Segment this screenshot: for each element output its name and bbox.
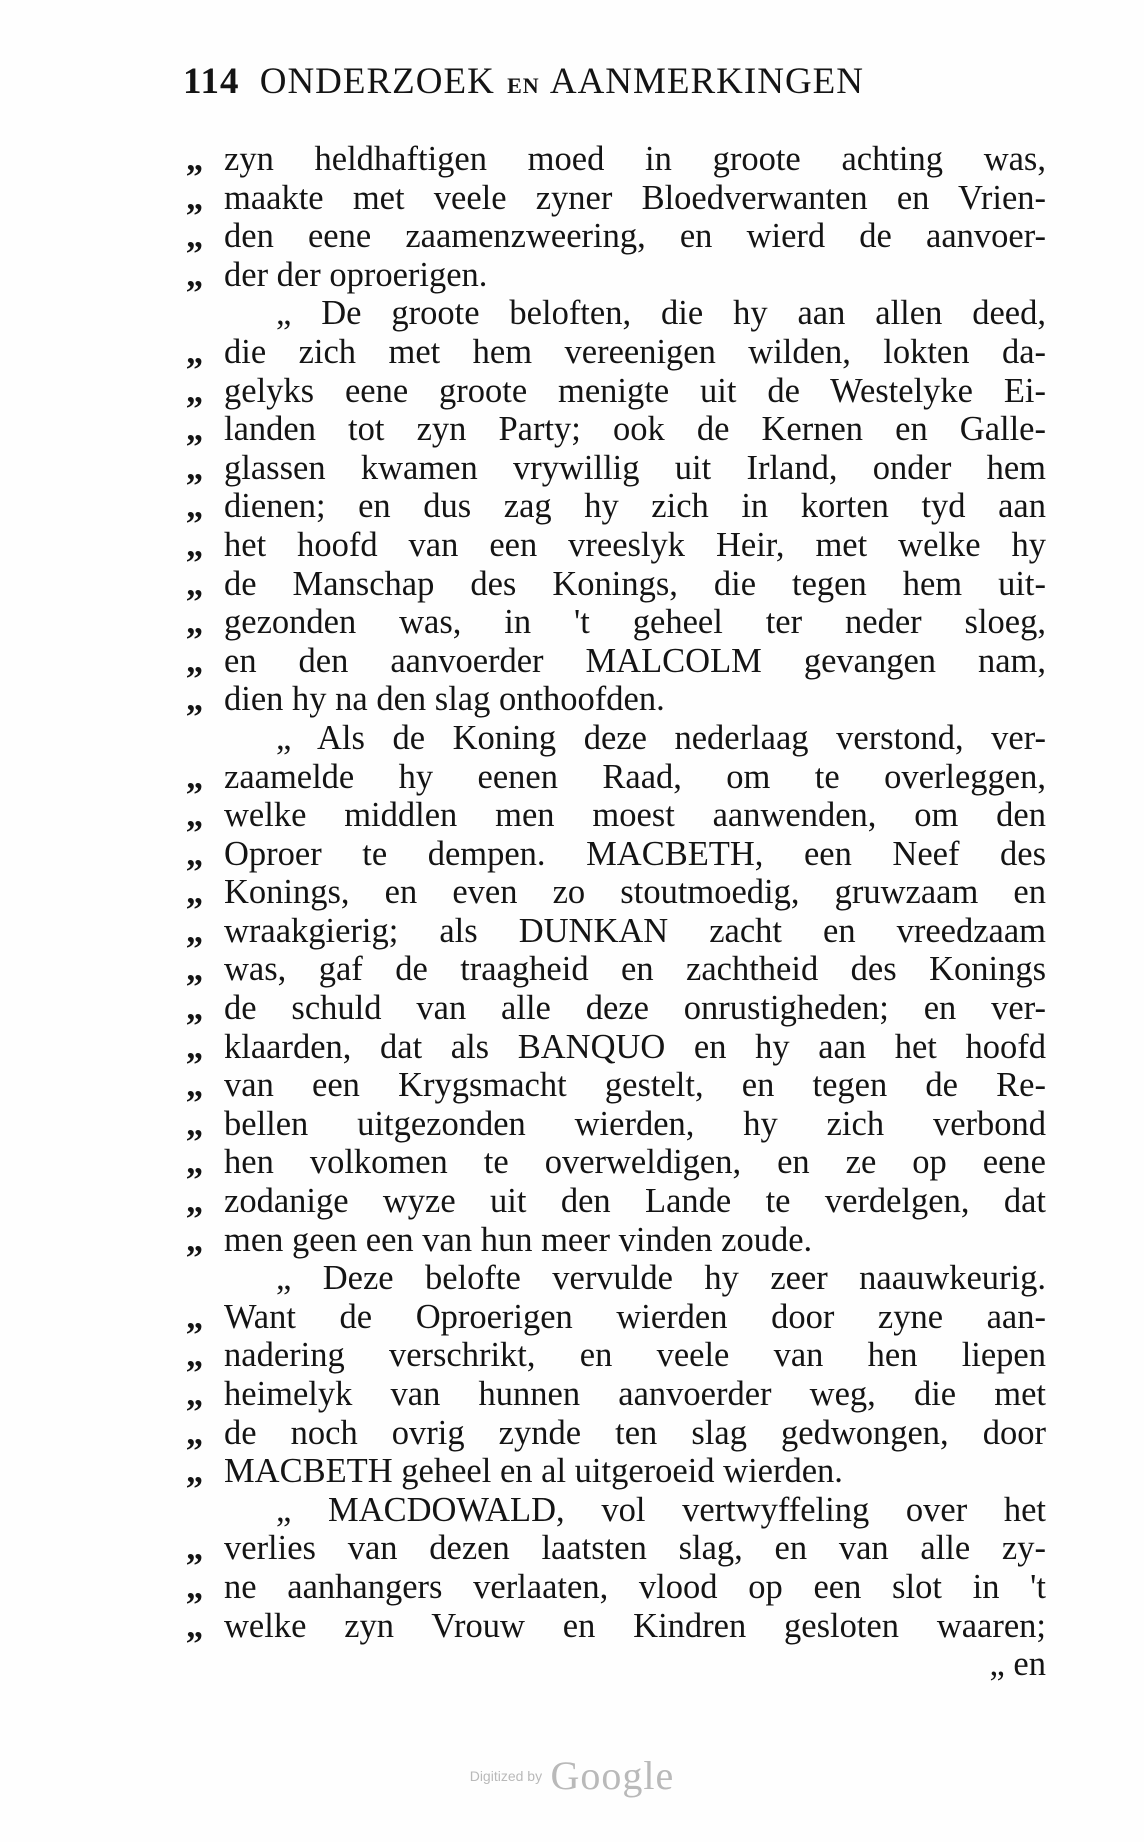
quote-mark: „ [186, 641, 204, 680]
line-text: heimelyk van hunnen aanvoerder weg, die met [224, 1375, 1046, 1413]
quote-mark: „ [186, 989, 204, 1028]
quote-mark: „ [186, 1452, 204, 1491]
quote-mark: „ [186, 178, 204, 217]
quote-mark: „ [186, 255, 204, 294]
line-text: en den aanvoerder MALCOLM gevangen nam, [224, 641, 1046, 680]
text-line [186, 989, 1046, 1028]
line-text: den eene zaamenzweering, en wierd de aanvoer- [224, 217, 1046, 256]
quote-mark: „ [186, 1182, 204, 1221]
digitized-by-label: Digitized by [469, 1767, 543, 1784]
quote-mark: „ [186, 217, 204, 256]
line-text: de Manschap des Konings, die tegen hem uit- [224, 564, 1046, 603]
line-text: landen tot zyn Party; ook de Kernen en Galle- [224, 410, 1046, 449]
line-text: gezonden was, in 't geheel ter neder sloeg, [224, 603, 1046, 642]
text-line [186, 217, 1046, 256]
quote-mark: „ [186, 1606, 204, 1645]
quote-mark: „ [186, 911, 204, 950]
text-line [186, 526, 1046, 565]
text-line [186, 1607, 1046, 1646]
header-title-right: AANMERKINGEN [549, 61, 864, 102]
quote-mark: „ [186, 1567, 204, 1606]
quote-mark: „ [186, 487, 204, 526]
quote-mark: „ [186, 1413, 204, 1452]
text-line [186, 1066, 1046, 1105]
text-line [186, 642, 1046, 681]
quote-mark: „ [186, 834, 204, 873]
line-text: klaarden, dat als BANQUO en hy aan het hoofd [224, 1027, 1046, 1066]
quote-mark: „ [186, 603, 204, 642]
quote-mark: „ [186, 796, 204, 835]
body-text [186, 140, 1046, 1684]
quote-mark [186, 294, 224, 333]
line-text: die zich met hem vereenigen wilden, lokten da- [224, 332, 1046, 371]
text-line [186, 333, 1046, 372]
text-line [186, 1414, 1046, 1453]
line-text: zaamelde hy eenen Raad, om te overleggen, [224, 757, 1046, 796]
line-text: was, gaf de traagheid en zachtheid des Konings [224, 950, 1046, 989]
line-text: bellen uitgezonden wierden, hy zich verbond [224, 1104, 1046, 1143]
quote-mark: „ [186, 525, 204, 564]
text-line [186, 680, 1046, 719]
text-line [186, 1529, 1046, 1568]
text-line [186, 603, 1046, 642]
text-line [186, 1143, 1046, 1182]
page-number: 114 [183, 61, 240, 102]
line-text: hen volkomen te overweldigen, en ze op eene [224, 1143, 1046, 1182]
line-text: gelyks eene groote menigte uit de Westelyke Ei- [224, 371, 1046, 410]
quote-mark: „ [186, 140, 204, 178]
header-title-mid: EN [507, 73, 540, 98]
quote-mark: „ [186, 371, 204, 410]
line-text: men geen een van hun meer vinden zoude. [224, 1220, 813, 1259]
line-text: „ en [989, 1645, 1046, 1684]
line-text: nadering verschrikt, en veele van hen liepen [224, 1336, 1046, 1375]
quote-mark [186, 1259, 224, 1298]
digitization-watermark [0, 1752, 1144, 1799]
line-text: MACBETH geheel en al uitgeroeid wierden. [224, 1452, 843, 1491]
quote-mark: „ [186, 680, 204, 719]
text-line [186, 487, 1046, 526]
line-text: dienen; en dus zag hy zich in korten tyd aan [224, 487, 1046, 526]
quote-mark: „ [186, 1297, 204, 1336]
text-line [186, 449, 1046, 488]
line-text: der der oproerigen. [224, 255, 488, 294]
quote-mark: „ [186, 564, 204, 603]
text-line [186, 294, 1046, 333]
line-text: dien hy na den slag onthoofden. [224, 680, 665, 719]
text-line [186, 1105, 1046, 1144]
running-header [183, 60, 983, 108]
line-text: „ Deze belofte vervulde hy zeer naauwkeurig. [276, 1259, 1046, 1298]
line-text: „ MACDOWALD, vol vertwyffeling over het [276, 1490, 1046, 1529]
quote-mark: „ [186, 1375, 204, 1413]
text-line [186, 1298, 1046, 1337]
quote-mark: „ [186, 950, 204, 989]
line-text: de noch ovrig zynde ten slag gedwongen, door [224, 1413, 1046, 1452]
text-line [186, 912, 1046, 951]
line-text: het hoofd van een vreeslyk Heir, met welke hy [224, 525, 1046, 564]
line-text: van een Krygsmacht gestelt, en tegen de Re- [224, 1066, 1046, 1105]
text-line [186, 1568, 1046, 1607]
quote-mark [186, 1645, 224, 1684]
quote-mark: „ [186, 757, 204, 796]
text-line [186, 256, 1046, 295]
text-line [186, 796, 1046, 835]
line-text: maakte met veele zyner Bloedverwanten en Vrien- [224, 178, 1046, 217]
google-wordmark: Google [550, 1753, 675, 1798]
quote-mark: „ [186, 1104, 204, 1143]
text-line [186, 835, 1046, 874]
text-line [186, 410, 1046, 449]
quote-mark: „ [186, 1336, 204, 1375]
quote-mark: „ [186, 410, 204, 449]
text-line [186, 1182, 1046, 1221]
text-line [186, 140, 1046, 179]
quote-mark: „ [186, 1066, 204, 1105]
quote-mark [186, 719, 224, 758]
line-text: „ Als de Koning deze nederlaag verstond, ver- [276, 718, 1046, 757]
text-line [186, 950, 1046, 989]
text-line [186, 719, 1046, 758]
quote-mark [186, 1491, 224, 1530]
line-text: Konings, en even zo stoutmoedig, gruwzaam en [224, 873, 1046, 912]
line-text: Want de Oproerigen wierden door zyne aan- [224, 1297, 1046, 1336]
line-text: „ De groote beloften, die hy aan allen deed, [276, 294, 1046, 333]
text-line [186, 1375, 1046, 1414]
text-line [186, 758, 1046, 797]
text-line [186, 1028, 1046, 1067]
quote-mark: „ [186, 873, 204, 912]
text-line [186, 1452, 1046, 1491]
line-text: verlies van dezen laatsten slag, en van alle zy- [224, 1529, 1046, 1568]
text-line [186, 1336, 1046, 1375]
line-text: glassen kwamen vrywillig uit Irland, onder hem [224, 448, 1046, 487]
line-text: de schuld van alle deze onrustigheden; en ver- [224, 989, 1046, 1028]
text-line [186, 565, 1046, 604]
line-text: ne aanhangers verlaaten, vlood op een slot in 't [224, 1567, 1046, 1606]
text-line [186, 372, 1046, 411]
text-line [186, 873, 1046, 912]
quote-mark: „ [186, 332, 204, 371]
quote-mark: „ [186, 1143, 204, 1182]
header-title-left: ONDERZOEK [259, 61, 495, 102]
text-line [186, 1259, 1046, 1298]
quote-mark: „ [186, 1027, 204, 1066]
text-line [186, 1491, 1046, 1530]
line-text: zyn heldhaftigen moed in groote achting was, [224, 140, 1046, 178]
quote-mark: „ [186, 1529, 204, 1568]
text-line [186, 179, 1046, 218]
quote-mark: „ [186, 1220, 204, 1259]
line-text: welke zyn Vrouw en Kindren gesloten waaren; [224, 1606, 1046, 1645]
text-line [186, 1221, 1046, 1260]
text-line [186, 1645, 1046, 1684]
line-text: zodanige wyze uit den Lande te verdelgen, dat [224, 1182, 1046, 1221]
quote-mark: „ [186, 448, 204, 487]
line-text: Oproer te dempen. MACBETH, een Neef des [224, 834, 1046, 873]
line-text: wraakgierig; als DUNKAN zacht en vreedzaam [224, 911, 1046, 950]
line-text: welke middlen men moest aanwenden, om den [224, 796, 1046, 835]
